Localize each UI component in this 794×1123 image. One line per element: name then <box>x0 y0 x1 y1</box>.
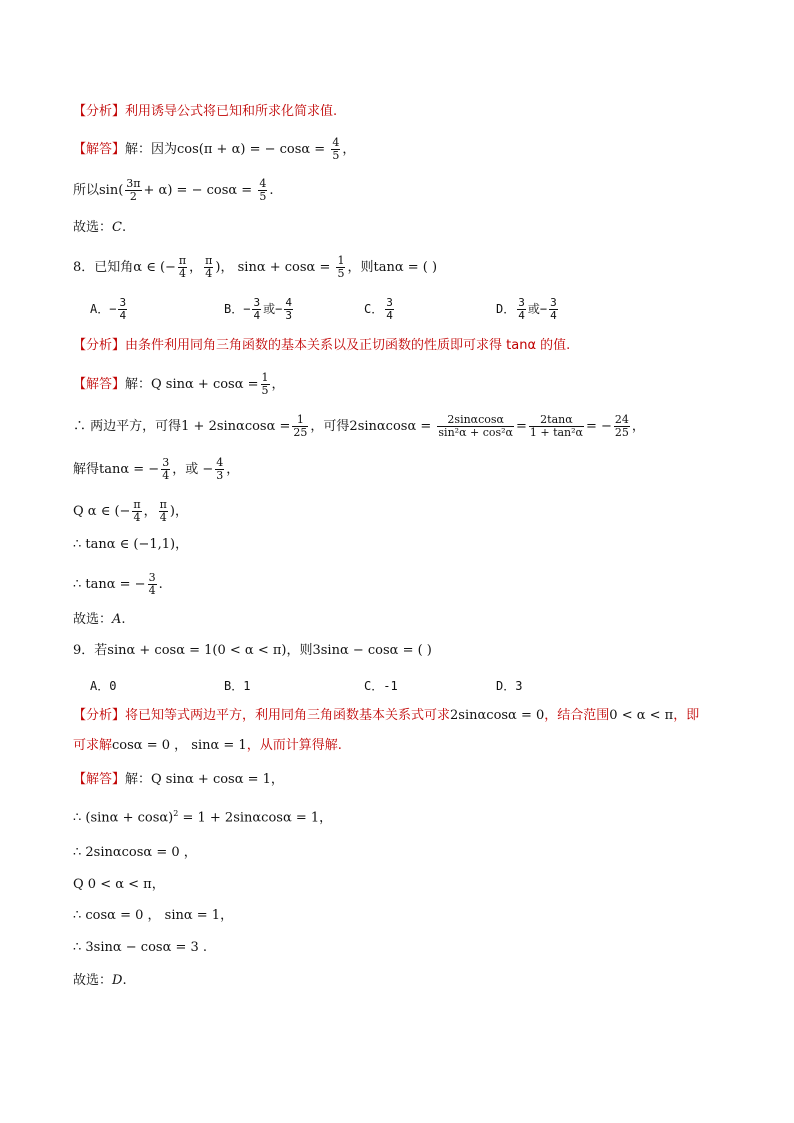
q8-option-c: C． $\frac{3}{4}$ <box>364 296 393 322</box>
q9-choice: 故选：D. <box>73 973 127 988</box>
q9-option-c: C．-1 <box>364 679 398 693</box>
q8-option-a: A．− $\frac{3}{4}$ <box>90 296 127 322</box>
q7-solution-line1: 【解答】解：因为cos(π + α) = − cosα = $\frac{4}{5}$ ， <box>73 136 356 162</box>
q9-analysis-1: 【分析】将已知等式两边平方，利用同角三角函数基本关系式可求2sinαcosα = 0，结合范围0 < α < π，即 <box>73 708 700 723</box>
q8-sol-5: ∴ tanα ∈ (−1,1)， <box>73 537 189 552</box>
q8-sol-3: 解得tanα = − $\frac{3}{4}$ ，或 − $\frac{4}{3}$ ， <box>73 456 240 482</box>
q9-option-b: B．1 <box>224 679 251 693</box>
q8-analysis: 【分析】由条件利用同角三角函数的基本关系以及正切函数的性质即可求得 tanα 的值. <box>73 338 571 353</box>
q8-option-d: D． $\frac{3}{4}$ 或− $\frac{3}{4}$ <box>496 296 557 322</box>
q8-choice: 故选：A. <box>73 612 126 627</box>
q8-sol-2: ∴ 两边平方，可得1 + 2sinαcosα = $\frac{1}{25}$ ，可得2sinαcosα = $\frac{2\sin\alpha\cos\alpha}{\text{sin²α + cos²α}}$ = $\frac{2\tan\alpha}{\text{1 + tan²α}}$ = − $\frac{24}{25}$ ， <box>73 413 645 439</box>
q9-analysis-2: 可求解cosα = 0 ， sinα = 1，从而计算得解. <box>73 738 342 753</box>
q8-stem: 8．已知角α ∈ (− $\frac{\pi}{4}$ ， $\frac{\pi}{4}$ )， sinα + cosα = $\frac{1}{5}$ ，则tanα = ( ) <box>73 254 438 280</box>
analysis-text: 利用诱导公式将已知和所求化简求值. <box>125 104 338 119</box>
fraction: $\frac{\pi}{4}$ <box>205 254 213 280</box>
q9-stem: 9．若sinα + cosα = 1(0 < α < π)，则3sinα − cosα = ( ) <box>73 643 432 658</box>
fraction: $\frac{3\pi}{2}$ <box>126 177 141 203</box>
fraction: $\frac{4}{5}$ <box>332 136 340 162</box>
solution-tag: 【解答】 <box>73 142 126 157</box>
q9-sol-3: ∴ 2sinαcosα = 0 ， <box>73 845 197 860</box>
fraction: $\frac{1}{5}$ <box>337 254 345 280</box>
q7-analysis <box>73 104 337 120</box>
q9-option-a: A．0 <box>90 679 117 693</box>
fraction: $\frac{4}{5}$ <box>259 177 267 203</box>
q8-sol-6: ∴ tanα = − $\frac{3}{4}$ . <box>73 571 163 597</box>
q9-sol-1: 【解答】解：Q sinα + cosα = 1， <box>73 772 284 787</box>
q9-option-d: D．3 <box>496 679 523 693</box>
q8-sol-4: Q α ∈ (− $\frac{\pi}{4}$ ， $\frac{\pi}{4}$ )， <box>73 498 188 524</box>
q9-sol-2: ∴ $(\sin\alpha + \cos\alpha)^2 = 1 + 2\sin\alpha\cos\alpha = 1$， <box>73 809 333 826</box>
q8-sol-1: 【解答】解：Q sinα + cosα = $\frac{1}{5}$ ， <box>73 371 285 397</box>
q8-option-b: B．− $\frac{3}{4}$ 或− $\frac{4}{3}$ <box>224 296 292 322</box>
q9-sol-5: ∴ cosα = 0 ， sinα = 1， <box>73 908 234 923</box>
fraction: $\frac{\pi}{4}$ <box>178 254 187 280</box>
analysis-tag: 【分析】 <box>73 104 126 119</box>
q7-solution-line2: 所以sin( $\frac{3\pi}{2}$ + α) = − cosα = $\frac{4}{5}$ . <box>73 177 274 203</box>
q9-sol-4: Q 0 < α < π， <box>73 877 165 892</box>
q7-choice: 故选：C. <box>73 220 127 235</box>
q9-sol-6: ∴ 3sinα − cosα = 3 . <box>73 940 208 955</box>
